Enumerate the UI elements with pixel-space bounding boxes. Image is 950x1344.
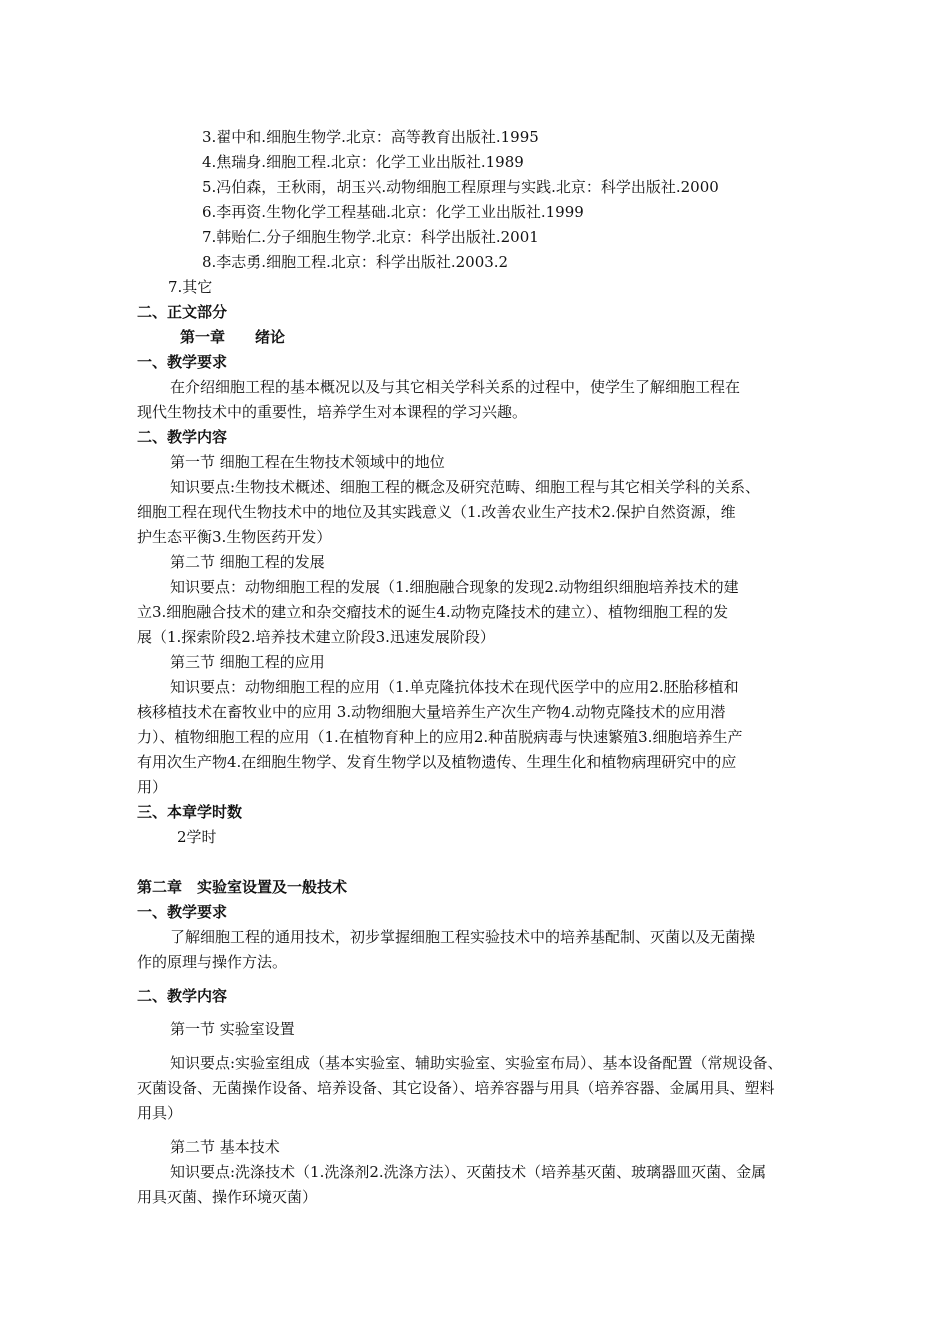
paragraph-line: 用具） bbox=[137, 1104, 183, 1122]
paragraph-line: 力）、植物细胞工程的应用（1.在植物育种上的应用2.种苗脱病毒与快速繁殖3.细胞培养生产 bbox=[137, 728, 743, 746]
other-item: 7.其它 bbox=[168, 278, 213, 296]
section-title: 第二节 细胞工程的发展 bbox=[170, 553, 325, 571]
chapter-title: 第二章 实验室设置及一般技术 bbox=[137, 878, 348, 896]
paragraph-line: 立3.细胞融合技术的建立和杂交瘤技术的诞生4.动物克隆技术的建立）、植物细胞工程的发 bbox=[137, 603, 729, 621]
section-heading: 二、正文部分 bbox=[137, 303, 228, 321]
reference-item: 5.冯伯森，王秋雨，胡玉兴.动物细胞工程原理与实践.北京：科学出版社.2000 bbox=[202, 178, 719, 196]
paragraph-line: 知识要点:洗涤技术（1.洗涤剂2.洗涤方法）、灭菌技术（培养基灭菌、玻璃器皿灭菌、金属 bbox=[170, 1163, 767, 1181]
subsection-heading: 一、教学要求 bbox=[137, 353, 228, 371]
subsection-heading: 二、教学内容 bbox=[137, 428, 228, 446]
paragraph-line: 知识要点：动物细胞工程的发展（1.细胞融合现象的发现2.动物组织细胞培养技术的建 bbox=[170, 578, 739, 596]
paragraph-line: 灭菌设备、无菌操作设备、培养设备、其它设备）、培养容器与用具（培养容器、金属用具、塑料 bbox=[137, 1079, 775, 1097]
reference-item: 3.翟中和.细胞生物学.北京：高等教育出版社.1995 bbox=[202, 128, 539, 146]
reference-item: 6.李再资.生物化学工程基础.北京：化学工业出版社.1999 bbox=[202, 203, 584, 221]
subsection-heading: 一、教学要求 bbox=[137, 903, 228, 921]
subsection-heading: 三、本章学时数 bbox=[137, 803, 243, 821]
paragraph-line: 作的原理与操作方法。 bbox=[137, 953, 288, 971]
paragraph-line: 了解细胞工程的通用技术，初步掌握细胞工程实验技术中的培养基配制、灭菌以及无菌操 bbox=[170, 928, 756, 946]
subsection-heading: 二、教学内容 bbox=[137, 987, 228, 1005]
paragraph-line: 细胞工程在现代生物技术中的地位及其实践意义（1.改善农业生产技术2.保护自然资源，维 bbox=[137, 503, 736, 521]
paragraph-line: 核移植技术在畜牧业中的应用 3.动物细胞大量培养生产次生产物4.动物克隆技术的应用潜 bbox=[137, 703, 726, 721]
hours-value: 2学时 bbox=[177, 828, 217, 846]
paragraph-line: 护生态平衡3.生物医药开发） bbox=[137, 528, 332, 546]
paragraph-line: 用） bbox=[137, 778, 168, 796]
section-title: 第一节 实验室设置 bbox=[170, 1020, 295, 1038]
paragraph-line: 知识要点:实验室组成（基本实验室、辅助实验室、实验室布局）、基本设备配置（常规设备、 bbox=[170, 1054, 783, 1072]
section-title: 第一节 细胞工程在生物技术领域中的地位 bbox=[170, 453, 445, 471]
paragraph-line: 现代生物技术中的重要性，培养学生对本课程的学习兴趣。 bbox=[137, 403, 528, 421]
chapter-title: 第一章 绪论 bbox=[180, 328, 286, 346]
paragraph-line: 在介绍细胞工程的基本概况以及与其它相关学科关系的过程中，使学生了解细胞工程在 bbox=[170, 378, 741, 396]
paragraph-line: 展（1.探索阶段2.培养技术建立阶段3.迅速发展阶段） bbox=[137, 628, 495, 646]
section-title: 第二节 基本技术 bbox=[170, 1138, 280, 1156]
reference-item: 4.焦瑞身.细胞工程.北京：化学工业出版社.1989 bbox=[202, 153, 524, 171]
reference-item: 8.李志勇.细胞工程.北京：科学出版社.2003.2 bbox=[202, 253, 509, 271]
paragraph-line: 用具灭菌、操作环境灭菌） bbox=[137, 1188, 318, 1206]
paragraph-line: 知识要点：动物细胞工程的应用（1.单克隆抗体技术在现代医学中的应用2.胚胎移植和 bbox=[170, 678, 739, 696]
section-title: 第三节 细胞工程的应用 bbox=[170, 653, 325, 671]
reference-item: 7.韩贻仁.分子细胞生物学.北京：科学出版社.2001 bbox=[202, 228, 539, 246]
paragraph-line: 有用次生产物4.在细胞生物学、发育生物学以及植物遗传、生理生化和植物病理研究中的应 bbox=[137, 753, 737, 771]
paragraph-line: 知识要点:生物技术概述、细胞工程的概念及研究范畴、细胞工程与其它相关学科的关系、 bbox=[170, 478, 761, 496]
